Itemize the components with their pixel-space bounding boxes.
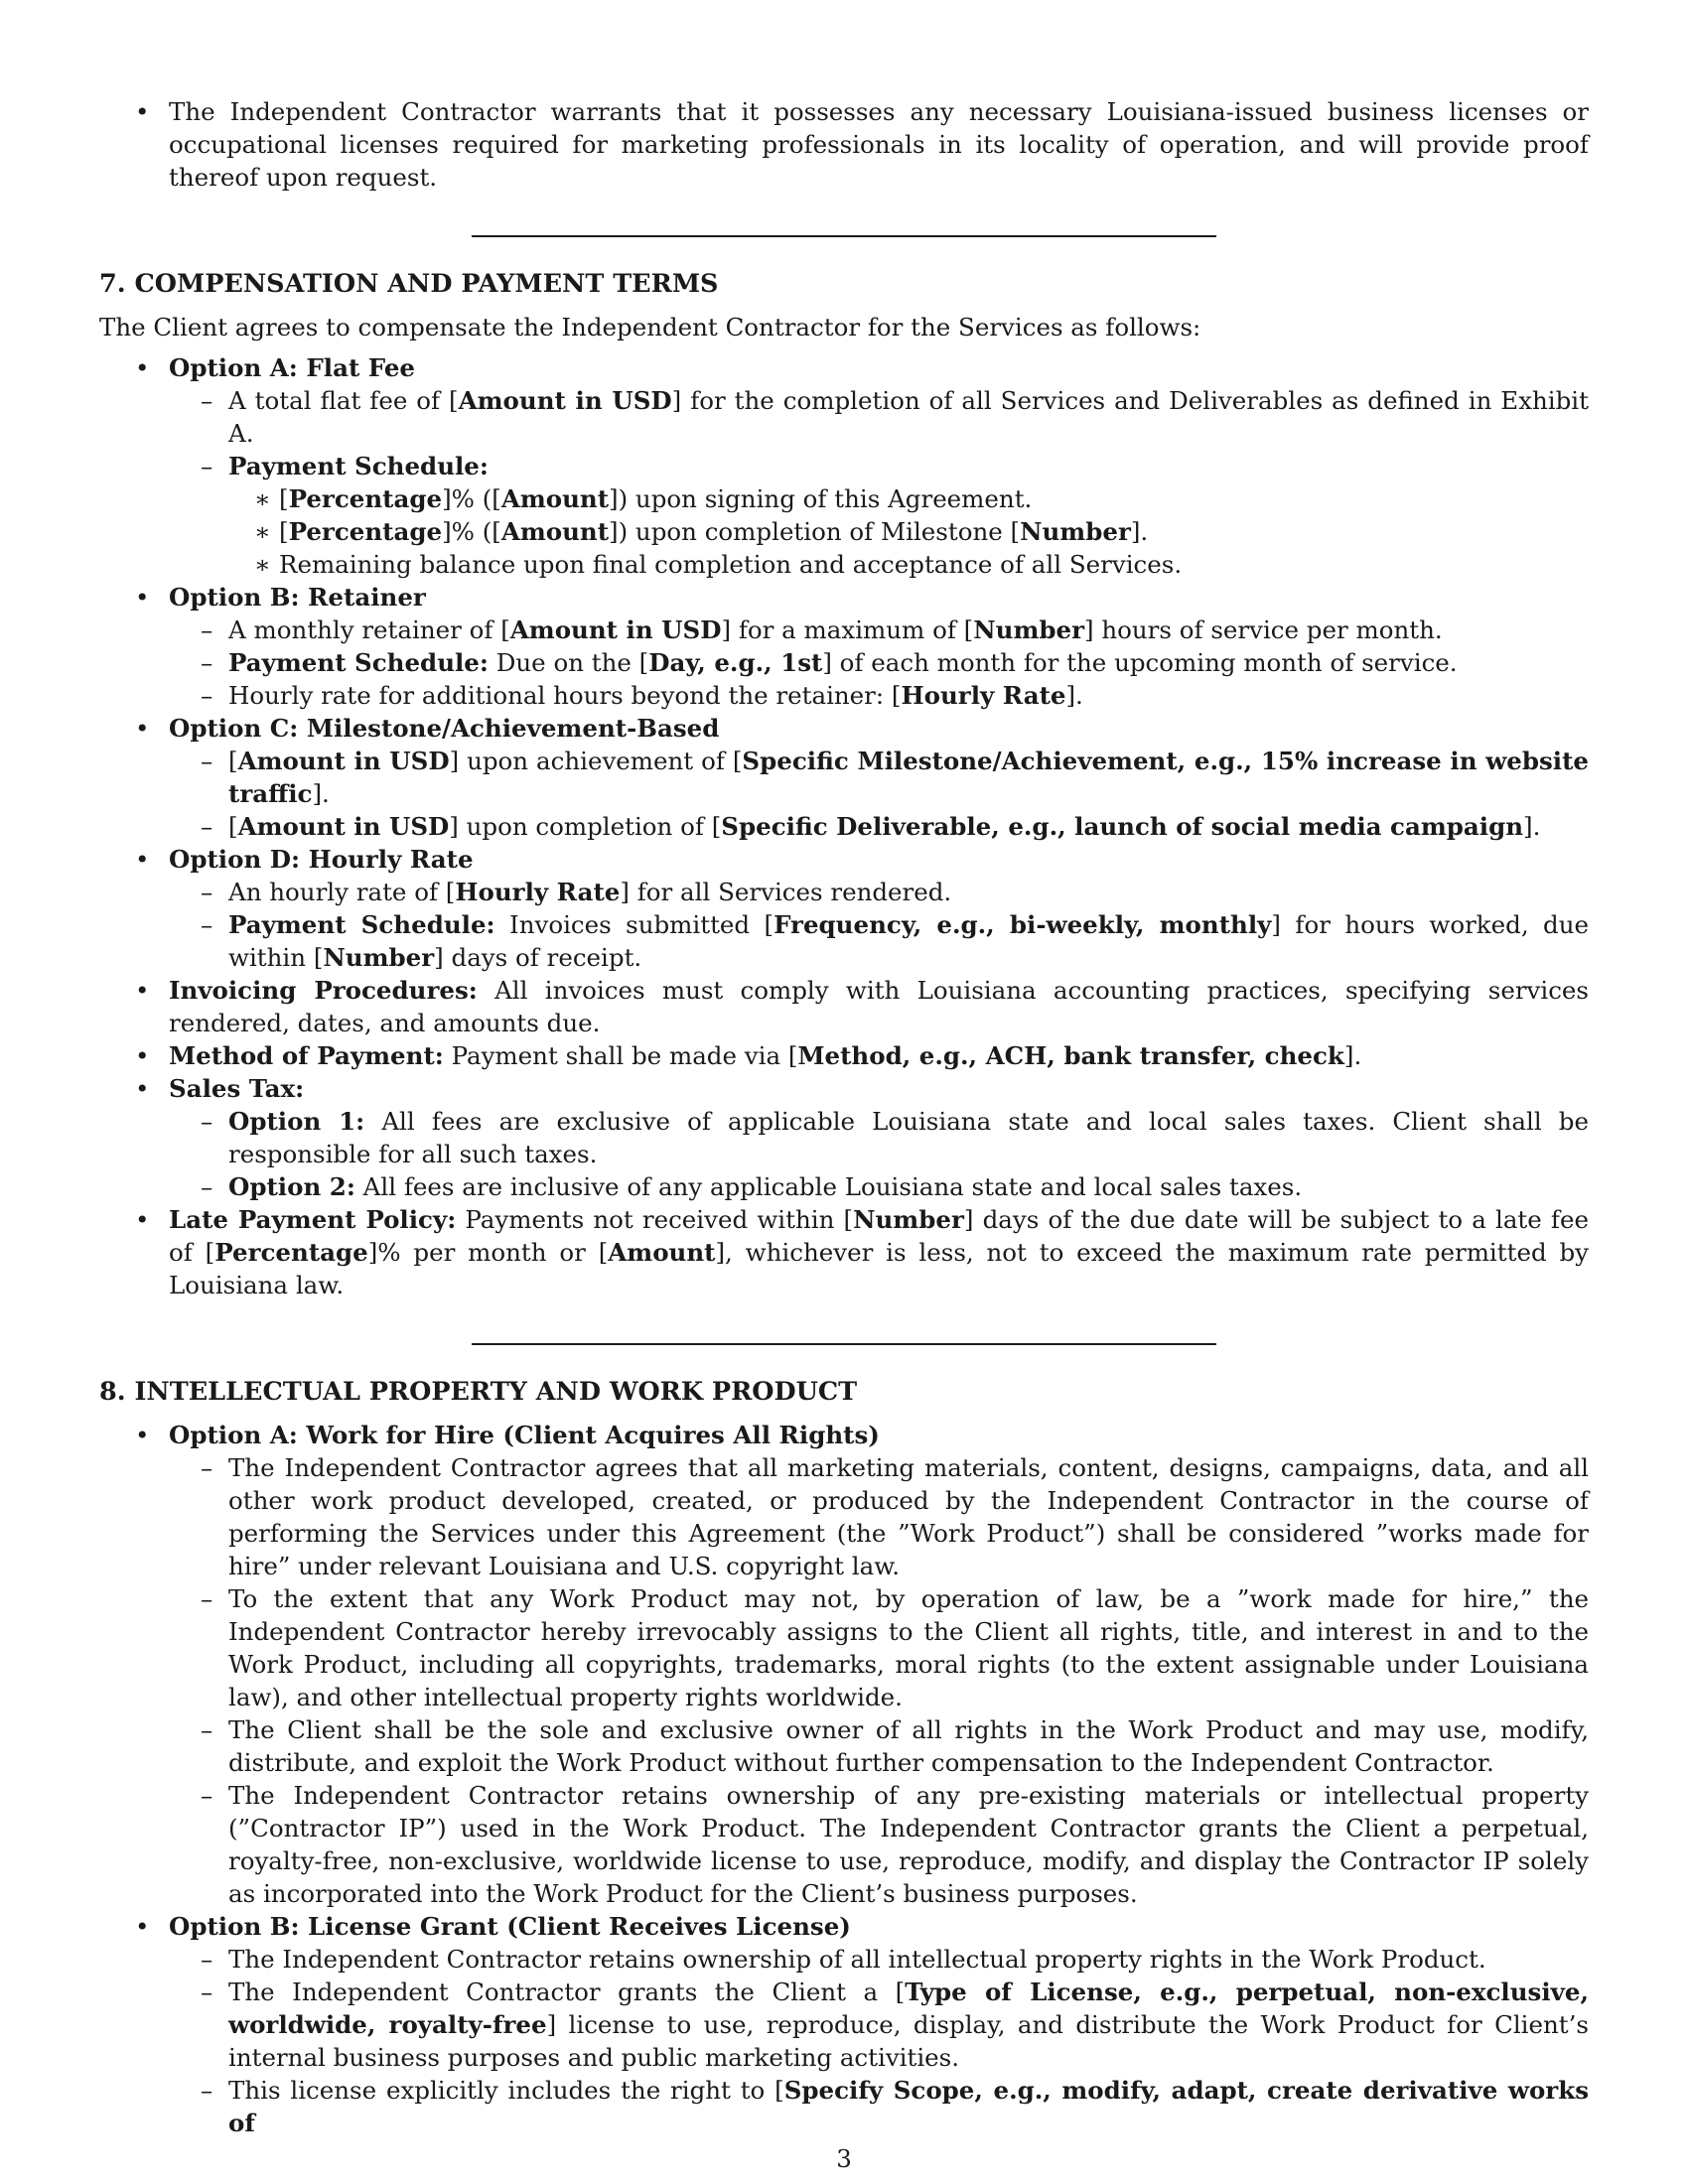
- document-page: [99, 95, 1589, 2139]
- list-item: – Payment Schedule: ∗ [Percentage]% ([Amount]) upon signing of this Agreement. ∗ [Percentage]% ([Amount]) upon completion of Milestone [Number]. ∗ Remaining balance upon final completion and acceptance of all Services.: [169, 450, 1589, 581]
- list-item: – The Independent Contractor retains ownership of any pre-existing materials or intellectual property (”Contractor IP”) used in the Work Product. The Independent Contractor grants the Client a perpetual, royalty-free, non-exclusive, worldwide license to use, reproduce, modify, and display the Contractor IP solely as incorporated into the Work Product for the Client’s business purposes.: [169, 1779, 1589, 1910]
- list-item: – [Amount in USD] upon completion of [Specific Deliverable, e.g., launch of social media campaign].: [169, 810, 1589, 843]
- ip-list: [99, 1419, 1589, 2139]
- top-bullet-list: [99, 95, 1589, 194]
- late-payment-policy: • Late Payment Policy: Payments not received within [Number] days of the due date will be subject to a late fee of [Percentage]% per month or [Amount], whichever is less, not to exceed the maximum rate permitted by Louisiana law.: [99, 1203, 1589, 1301]
- invoicing-procedures: • Invoicing Procedures: All invoices must comply with Louisiana accounting practices, specifying services rendered, dates, and amounts due.: [99, 974, 1589, 1039]
- section-8-title: 8. INTELLECTUAL PROPERTY AND WORK PRODUCT: [99, 1377, 858, 1407]
- page-number: 3: [836, 2144, 852, 2173]
- list-item: ∗ [Percentage]% ([Amount]) upon signing of this Agreement.: [228, 482, 1589, 515]
- option-a-work-for-hire: • Option A: Work for Hire (Client Acquires All Rights) – The Independent Contractor agrees that all marketing materials, content, designs, campaigns, data, and all other work product developed, created, or produced by the Independent Contractor in the course of performing the Services under this Agreement (the ”Work Product”) shall be considered ”works made for hire” under relevant Louisiana and U.S. copyright law. – To the extent that any Work Product may not, by operation of law, be a ”work made for hire,” the Independent Contractor hereby irrevocably assigns to the Client all rights, title, and interest in and to the Work Product, including all copyrights, trademarks, moral rights (to the extent assignable under Louisiana law), and other intellectual property rights worldwide. – The Client shall be the sole and exclusive owner of all rights in the Work Product and may use, modify, distribute, and exploit the Work Product without further compensation to the Independent Contractor. – The Independent Contractor retains ownership of any pre-existing materials or intellectual property (”Contractor IP”) used in the Work Product. The Independent Contractor grants the Client a perpetual, royalty-free, non-exclusive, worldwide license to use, reproduce, modify, and display the Contractor IP solely as incorporated into the Work Product for the Client’s business purposes.: [99, 1419, 1589, 1910]
- option-b-retainer: • Option B: Retainer – A monthly retainer of [Amount in USD] for a maximum of [Number] hours of service per month. – Payment Schedule: Due on the [Day, e.g., 1st] of each month for the upcoming month of service. – Hourly rate for additional hours beyond the retainer: [Hourly Rate].: [99, 581, 1589, 712]
- list-item: – A monthly retainer of [Amount in USD] for a maximum of [Number] hours of service per month.: [169, 614, 1589, 646]
- method-of-payment: • Method of Payment: Payment shall be made via [Method, e.g., ACH, bank transfer, check].: [99, 1039, 1589, 1072]
- compensation-list: [99, 351, 1589, 1301]
- option-d-hourly: • Option D: Hourly Rate – An hourly rate of [Hourly Rate] for all Services rendered. – Payment Schedule: Invoices submitted [Frequency, e.g., bi-weekly, monthly] for hours worked, due within [Number] days of receipt.: [99, 843, 1589, 974]
- list-item: – Hourly rate for additional hours beyond the retainer: [Hourly Rate].: [169, 679, 1589, 712]
- list-item: – Option 2: All fees are inclusive of any applicable Louisiana state and local sales taxes.: [169, 1170, 1589, 1203]
- list-item: • The Independent Contractor warrants that it possesses any necessary Louisiana-issued business licenses or occupational licenses required for marketing professionals in its locality of operation, and will provide proof thereof upon request.: [99, 95, 1589, 194]
- section-divider: [472, 1343, 1216, 1345]
- section-divider: [472, 235, 1216, 237]
- list-item: ∗ [Percentage]% ([Amount]) upon completion of Milestone [Number].: [228, 515, 1589, 548]
- list-item: – An hourly rate of [Hourly Rate] for all Services rendered.: [169, 876, 1589, 908]
- list-item: – To the extent that any Work Product may not, by operation of law, be a ”work made for hire,” the Independent Contractor hereby irrevocably assigns to the Client all rights, title, and interest in and to the Work Product, including all copyrights, trademarks, moral rights (to the extent assignable under Louisiana law), and other intellectual property rights worldwide.: [169, 1582, 1589, 1713]
- option-c-milestone: • Option C: Milestone/Achievement-Based – [Amount in USD] upon achievement of [Specific Milestone/Achievement, e.g., 15% increase in website traffic]. – [Amount in USD] upon completion of [Specific Deliverable, e.g., launch of social media campaign].: [99, 712, 1589, 843]
- list-item: ∗ Remaining balance upon final completion and acceptance of all Services.: [228, 548, 1589, 581]
- list-item: – Payment Schedule: Due on the [Day, e.g., 1st] of each month for the upcoming month of service.: [169, 646, 1589, 679]
- option-b-license-grant: • Option B: License Grant (Client Receives License) – The Independent Contractor retains ownership of all intellectual property rights in the Work Product. – The Independent Contractor grants the Client a [Type of License, e.g., perpetual, non-exclusive, worldwide, royalty-free] license to use, reproduce, display, and distribute the Work Product for Client’s internal business purposes and public marketing activities. – This license explicitly includes the right to [Specify Scope, e.g., modify, adapt, create derivative works of: [99, 1910, 1589, 2139]
- list-item: – This license explicitly includes the right to [Specify Scope, e.g., modify, adapt, create derivative works of: [169, 2074, 1589, 2139]
- list-item: – [Amount in USD] upon achievement of [Specific Milestone/Achievement, e.g., 15% increase in website traffic].: [169, 745, 1589, 810]
- sales-tax: • Sales Tax: – Option 1: All fees are exclusive of applicable Louisiana state and local sales taxes. Client shall be responsible for all such taxes. – Option 2: All fees are inclusive of any applicable Louisiana state and local sales taxes.: [99, 1072, 1589, 1203]
- list-item: – The Client shall be the sole and exclusive owner of all rights in the Work Product and may use, modify, distribute, and exploit the Work Product without further compensation to the Independent Contractor.: [169, 1713, 1589, 1779]
- list-item: – The Independent Contractor agrees that all marketing materials, content, designs, campaigns, data, and all other work product developed, created, or produced by the Independent Contractor in the course of performing the Services under this Agreement (the ”Work Product”) shall be considered ”works made for hire” under relevant Louisiana and U.S. copyright law.: [169, 1451, 1589, 1582]
- section-7-intro: The Client agrees to compensate the Independent Contractor for the Services as follows:: [99, 313, 1201, 341]
- list-item: – Option 1: All fees are exclusive of applicable Louisiana state and local sales taxes. Client shall be responsible for all such taxes.: [169, 1105, 1589, 1170]
- list-item: – Payment Schedule: Invoices submitted [Frequency, e.g., bi-weekly, monthly] for hours worked, due within [Number] days of receipt.: [169, 908, 1589, 974]
- list-item: – A total flat fee of [Amount in USD] for the completion of all Services and Deliverables as defined in Exhibit A.: [169, 384, 1589, 450]
- list-item: – The Independent Contractor retains ownership of all intellectual property rights in the Work Product.: [169, 1943, 1589, 1976]
- list-item: – The Independent Contractor grants the Client a [Type of License, e.g., perpetual, non-exclusive, worldwide, royalty-free] license to use, reproduce, display, and distribute the Work Product for Client’s internal business purposes and public marketing activities.: [169, 1976, 1589, 2074]
- section-7-title: 7. COMPENSATION AND PAYMENT TERMS: [99, 269, 719, 299]
- option-a-flat-fee: • Option A: Flat Fee – A total flat fee of [Amount in USD] for the completion of all Services and Deliverables as defined in Exhibit A. – Payment Schedule: ∗ [Percentage]% ([Amount]) upon signing of this Agreement. ∗ [Percentage]% ([Amount]) upon completion of Milestone [Number]. ∗ Remaining balance upon final completion and acceptance of all Services.: [99, 351, 1589, 581]
